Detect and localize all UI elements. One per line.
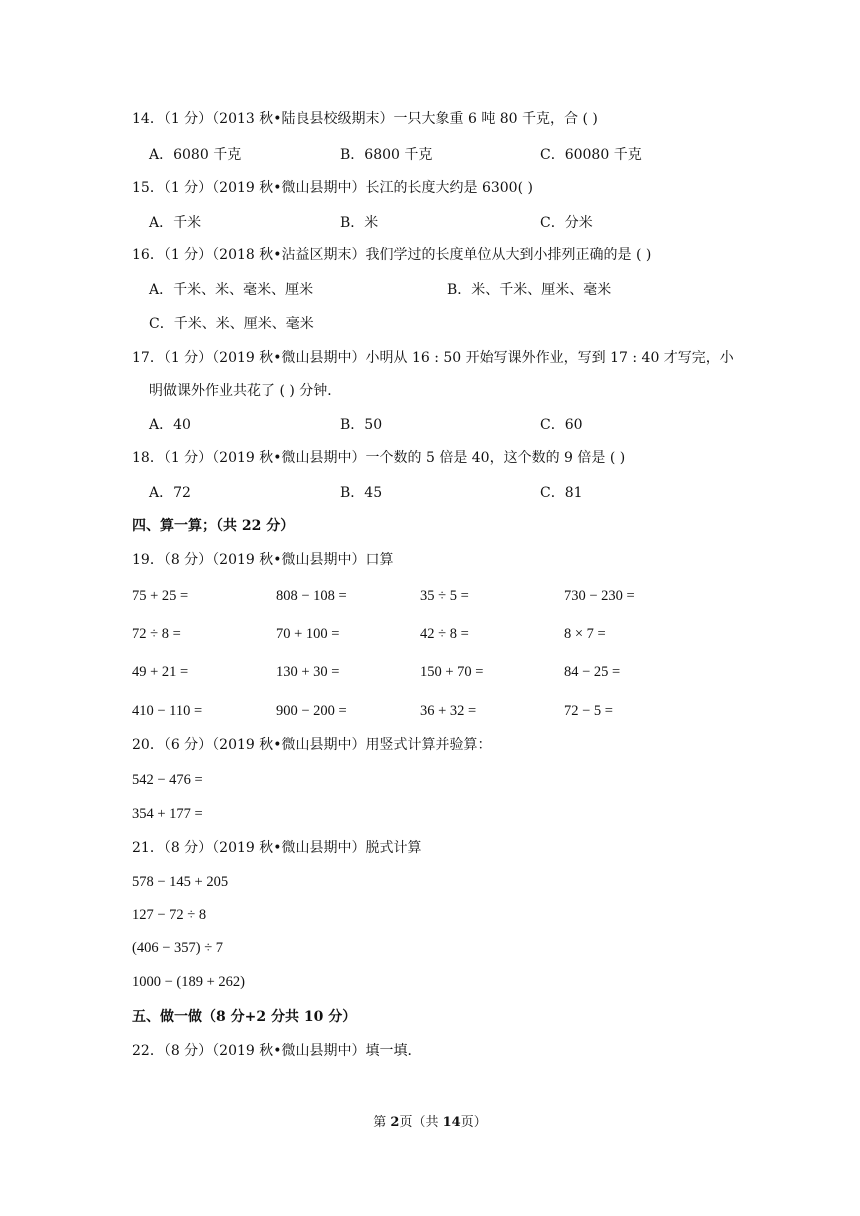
footer-middle: 页（共	[399, 1115, 443, 1130]
q19-r1-c3: 35 ÷ 5 =	[420, 588, 469, 604]
q20-stem: 20．（6 分）（2019 秋•微山县期中）用竖式计算并验算：	[132, 737, 492, 753]
q19-r1-c2: 808 − 108 =	[276, 588, 347, 604]
q19-r3-c4: 84 − 25 =	[564, 664, 621, 680]
q19-r1-c4: 730 − 230 =	[564, 588, 635, 604]
q19-r2-c1: 72 ÷ 8 =	[132, 626, 181, 642]
q16-option-c: C．千米、米、厘米、毫米	[149, 316, 314, 332]
q19-r1-c1: 75 + 25 =	[132, 588, 189, 604]
q15-option-b: B．米	[340, 215, 379, 231]
q19-r3-c1: 49 + 21 =	[132, 664, 189, 680]
q17-option-a: A．40	[149, 417, 191, 433]
q14-option-a: A．6080 千克	[149, 147, 242, 163]
q19-r4-c1: 410 − 110 =	[132, 703, 203, 719]
q19-r2-c2: 70 + 100 =	[276, 626, 340, 642]
q19-r4-c2: 900 − 200 =	[276, 703, 347, 719]
q21-stem: 21．（8 分）（2019 秋•微山县期中）脱式计算	[132, 840, 422, 856]
page-footer	[0, 1111, 860, 1130]
q19-r2-c3: 42 ÷ 8 =	[420, 626, 469, 642]
q17-option-b: B．50	[340, 417, 383, 433]
q19-r2-c4: 8 × 7 =	[564, 626, 606, 642]
q17-option-c: C．60	[540, 417, 583, 433]
q15-stem: 15．（1 分）（2019 秋•微山县期中）长江的长度大约是 6300( )	[132, 180, 533, 196]
q18-option-a: A．72	[149, 485, 191, 501]
footer-total-pages: 14	[442, 1115, 461, 1130]
footer-prefix: 第	[373, 1115, 391, 1130]
q19-r3-c2: 130 + 30 =	[276, 664, 340, 680]
section-4-heading: 四、算一算；（共 22 分）	[132, 518, 295, 534]
q19-r4-c4: 72 − 5 =	[564, 703, 613, 719]
section-5-heading: 五、做一做（8 分+2 分共 10 分）	[132, 1009, 357, 1025]
q22-stem: 22．（8 分）（2019 秋•微山县期中）填一填．	[132, 1043, 422, 1059]
q21-item-3: (406 − 357) ÷ 7	[132, 940, 224, 956]
q19-stem: 19．（8 分）（2019 秋•微山县期中）口算	[132, 552, 394, 568]
q19-r3-c3: 150 + 70 =	[420, 664, 484, 680]
q18-option-b: B．45	[340, 485, 383, 501]
footer-suffix: 页）	[460, 1115, 487, 1130]
q16-stem: 16．（1 分）（2018 秋•沾益区期末）我们学过的长度单位从大到小排列正确的是 ( )	[132, 247, 652, 263]
q14-option-b: B．6800 千克	[340, 147, 433, 163]
q16-option-a: A．千米、米、毫米、厘米	[149, 282, 314, 298]
q15-option-c: C．分米	[540, 215, 593, 231]
q21-item-4: 1000 − (189 + 262)	[132, 974, 246, 990]
q14-option-c: C．60080 千克	[540, 147, 642, 163]
q18-option-c: C．81	[540, 485, 583, 501]
q15-option-a: A．千米	[149, 215, 202, 231]
q17-stem-line2: 明做课外作业共花了 ( ) 分钟．	[149, 383, 342, 399]
q16-option-b: B．米、千米、厘米、毫米	[447, 282, 612, 298]
q20-item-1: 542 − 476 =	[132, 772, 203, 788]
q14-stem: 14．（1 分）（2013 秋•陆良县校级期末）一只大象重 6 吨 80 千克，合 ( )	[132, 111, 598, 127]
q21-item-1: 578 − 145 + 205	[132, 874, 229, 890]
q21-item-2: 127 − 72 ÷ 8	[132, 907, 207, 923]
q17-stem-line1: 17．（1 分）（2019 秋•微山县期中）小明从 16 : 50 开始写课外作业，写到 17 : 40 才写完，小	[132, 350, 734, 366]
q19-r4-c3: 36 + 32 =	[420, 703, 477, 719]
q20-item-2: 354 + 177 =	[132, 806, 203, 822]
footer-page-number: 2	[390, 1115, 400, 1130]
q18-stem: 18．（1 分）（2019 秋•微山县期中）一个数的 5 倍是 40，这个数的 9 倍是 ( )	[132, 450, 626, 466]
